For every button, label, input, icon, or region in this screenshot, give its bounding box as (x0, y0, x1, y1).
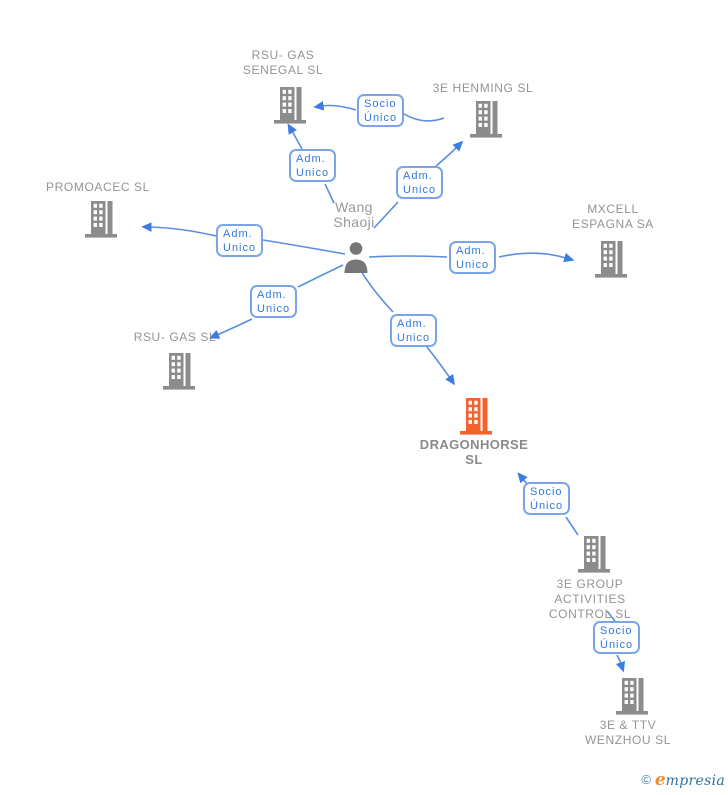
edge-socio-to-senegal (322, 106, 356, 111)
edge-adm-to-dragonhorse (427, 347, 450, 378)
company-label-dragonhorse[interactable]: DRAGONHORSE SL (419, 437, 529, 467)
relation-box-adm-unico-henming: Adm. Unico (396, 166, 443, 199)
brand-logo: empresia (654, 770, 725, 790)
person-label-wang-shaoji[interactable]: Wang Shaoji (333, 199, 375, 230)
copyright-symbol: © (641, 772, 651, 787)
edge-henming-to-socio (401, 112, 444, 121)
person-icon[interactable] (343, 241, 369, 278)
building-icon[interactable] (615, 676, 649, 721)
company-label-mxcell[interactable]: MXCELL ESPAGNA SA (572, 202, 654, 231)
relation-box-adm-unico-senegal: Adm. Unico (289, 149, 336, 182)
empresia-watermark[interactable] (525, 770, 725, 790)
relation-box-adm-unico-dragonhorse: Adm. Unico (390, 314, 437, 347)
company-label-3e-group[interactable]: 3E GROUP ACTIVITIES CONTROL SL (548, 577, 632, 621)
edge-adm-to-promoacec (150, 227, 216, 236)
edge-adm-to-senegal (292, 131, 302, 149)
company-label-rsu-gas[interactable]: RSU- GAS SL (133, 330, 217, 344)
relation-box-socio-unico-senegal: Socio Único (357, 94, 404, 127)
edge-socio-to-wenzhou (617, 655, 621, 664)
edge-person-to-adm-rsu-gas (298, 265, 343, 287)
relation-box-adm-unico-promoacec: Adm. Unico (216, 224, 263, 257)
company-label-promoacec[interactable]: PROMOACEC SL (46, 180, 150, 194)
building-icon[interactable] (162, 351, 196, 396)
edge-adm-to-mxcell (499, 253, 566, 258)
company-label-3e-henming[interactable]: 3E HENMING SL (432, 81, 534, 95)
edge-adm-to-henming (436, 147, 457, 166)
relation-box-adm-unico-rsu-gas: Adm. Unico (250, 285, 297, 318)
relation-box-adm-unico-mxcell: Adm. Unico (449, 241, 496, 274)
building-icon[interactable] (469, 99, 503, 144)
building-icon[interactable] (594, 239, 628, 284)
company-label-rsu-gas-senegal[interactable]: RSU- GAS SENEGAL SL (242, 48, 324, 77)
relation-box-socio-unico-dragonhorse: Socio Único (523, 482, 570, 515)
edge-person-to-adm-promoacec (263, 240, 345, 254)
building-icon[interactable] (273, 85, 307, 130)
company-label-3e-ttv-wenzhou[interactable]: 3E & TTV WENZHOU SL (584, 718, 671, 747)
building-icon[interactable] (84, 199, 118, 244)
edge-3e-group-to-socio (566, 517, 578, 535)
edge-person-to-adm-mxcell (369, 256, 447, 257)
building-icon-highlighted[interactable] (459, 396, 493, 441)
relation-box-socio-unico-wenzhou: Socio Único (593, 621, 640, 654)
building-icon[interactable] (577, 534, 611, 579)
